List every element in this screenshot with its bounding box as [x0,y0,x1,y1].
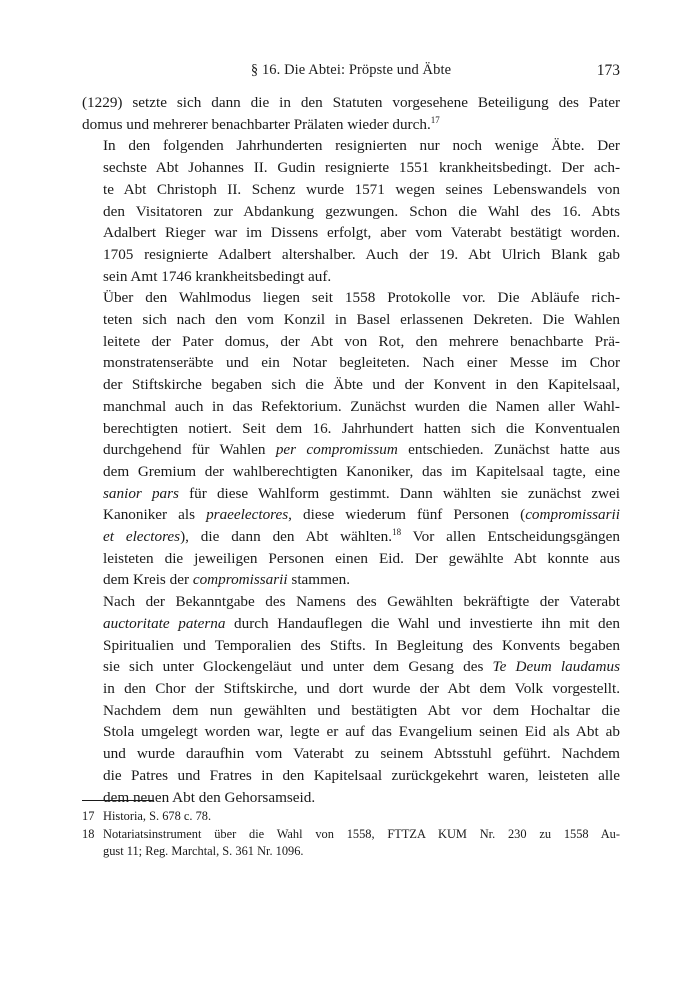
text-run: monstratenseräbte und ein Notar begleiteten. Nach einer Messe im Chor [103,354,620,372]
footnote-text [103,826,620,861]
text-run: , diese wiederum fünf Personen ( [288,506,526,524]
text-run: leisteten die jeweiligen Personen einen Eid. Der gewählte Abt konnte aus [103,549,620,567]
text-line [82,656,620,678]
text-line [82,135,620,157]
text-run: die Patres und Fratres in den Kapitelsaal zurückgekehrt waren, leisteten alle [103,766,620,784]
text-line [82,266,620,288]
text-run: der Stiftskirche begaben sich die Äbte und der Konvent in den Kapitelsaal, [103,376,620,394]
text-line [82,548,620,570]
text-line [82,569,620,591]
text-line [82,157,620,179]
text-run: sechste Abt Johannes II. Gudin resignierte 1551 krankheitsbedingt. Der ach- [103,159,620,177]
text-run: berechtigten notiert. Seit dem 16. Jahrhundert hatten sich die Konventualen [103,419,620,437]
text-run: durch Handauflegen die Wahl und investierte ihn mit den [225,614,620,632]
page-header [82,62,620,84]
text-line [82,483,620,505]
italic-term: sanior pars [103,484,179,502]
text-run: manchmal auch in das Refektorium. Zunächst wurden die Namen aller Wahl- [103,397,620,415]
footnote [82,826,620,861]
text-run: für diese Wahlform gestimmt. Dann wählten sie zunächst zwei [178,484,620,502]
text-line [82,591,620,613]
italic-term: compromissarii [525,506,620,524]
text-line [82,635,620,657]
text-line [82,179,620,201]
text-line [82,92,620,114]
text-line [82,287,620,309]
footnote-reference: 17 [430,114,440,125]
footnotes [82,808,620,861]
body-text [82,92,620,808]
text-line [82,461,620,483]
text-run: dem neuen Abt den Gehorsamseid. [103,788,316,806]
text-run: Nachdem dem nun gewählten und bestätigten Abt vor dem Hochaltar die [103,701,620,719]
text-run: Adalbert Rieger war im Dissens erfolgt, aber vom Vaterabt bestätigt worden. [103,224,620,242]
footnote [82,808,620,826]
text-line [82,504,620,526]
footnote-line: gust 11; Reg. Marchtal, S. 361 Nr. 1096. [103,844,304,858]
text-run: stammen. [287,571,351,589]
text-run: teten sich nach den vom Konzil in Basel erlassenen Dekreten. Die Wahlen [103,311,620,329]
italic-term: Te Deum laudamus [492,658,620,676]
text-line [82,201,620,223]
text-line [82,743,620,765]
text-line [82,787,620,809]
text-run: Spiritualien und Temporalien des Stifts. In Begleitung des Konvents begaben [103,636,620,654]
text-run: sein Amt 1746 krankheitsbedingt auf. [103,267,332,285]
text-run: sie sich unter Glockengeläut und unter dem Gesang des [103,658,493,676]
text-run: domus und mehrerer benachbarter Prälaten wieder durch. [82,115,431,133]
text-line [82,613,620,635]
paragraph [82,92,620,135]
text-run: dem Gremium der wahlberechtigten Kanoniker, das im Kapitelsaal tagte, eine [103,462,620,480]
italic-term: et electores [103,528,181,546]
text-run: dem Kreis der [103,571,193,589]
text-line [82,396,620,418]
footnote-line: Historia, S. 678 c. 78. [103,809,212,823]
footnote-number: 17 [82,809,95,823]
text-run: Kanoniker als [103,506,207,524]
text-run: den Visitatoren zur Abdankung gezwungen. Schon die Wahl des 16. Abts [103,202,620,220]
text-line [82,526,620,548]
running-title: § 16. Die Abtei: Pröpste und Äbte [250,62,452,78]
text-run: ), die dann den Abt wählten. [180,528,393,546]
text-line [82,114,620,136]
footnote-line: Notariatsinstrument über die Wahl von 1558, FTTZA KUM Nr. 230 zu 1558 Au- [103,826,620,841]
text-run: Stola umgelegt worden war, legte er auf das Evangelium seinen Eid als Abt ab [103,723,620,741]
footnote-separator [82,800,154,801]
italic-term: auctoritate paterna [103,614,226,632]
text-run: In den folgenden Jahrhunderten resignierten nur noch wenige Äbte. Der [103,137,620,155]
text-run: te Abt Christoph II. Schenz wurde 1571 wegen seines Lebenswandels von [103,180,620,198]
paragraph [82,287,620,591]
text-run: leitete der Pater domus, der Abt von Rot, den mehrere benachbarte Prä- [103,332,620,350]
text-run: Nach der Bekanntgabe des Namens des Gewählten bekräftigte der Vaterabt [103,593,620,611]
italic-term: per compromissum [275,441,398,459]
text-run: und wurde daraufhin vom Vaterabt zu seinem Abtsstuhl geführt. Nachdem [103,745,620,763]
italic-term: praeelectores [206,506,289,524]
text-line [82,352,620,374]
text-run: entschieden. Zunächst hatte aus [397,441,620,459]
text-line [82,678,620,700]
text-run: durchgehend für Wahlen [103,441,276,459]
text-line [82,374,620,396]
footnote-number: 18 [82,826,95,841]
text-line [82,222,620,244]
text-line [82,244,620,266]
text-line [82,331,620,353]
text-line [82,721,620,743]
text-run: in den Chor der Stiftskirche, und dort wurde der Abt dem Volk vorgestellt. [103,679,620,697]
footnote-text [103,808,620,826]
text-run: 1705 resignierte Adalbert altershalber. Auch der 19. Abt Ulrich Blank gab [103,245,620,263]
text-run: Über den Wahlmodus liegen seit 1558 Protokolle vor. Die Abläufe rich- [103,289,620,307]
paragraph [82,135,620,287]
text-line [82,309,620,331]
footnote-reference: 18 [392,527,402,538]
text-line [82,765,620,787]
text-run: Vor allen Entscheidungsgängen [401,528,620,546]
text-line [82,418,620,440]
italic-term: compromissarii [192,571,288,589]
text-run: (1229) setzte sich dann die in den Statuten vorgesehene Beteiligung des Pater [82,94,620,111]
paragraph [82,591,620,808]
text-line [82,439,620,461]
page-number: 173 [596,62,620,79]
text-line [82,700,620,722]
